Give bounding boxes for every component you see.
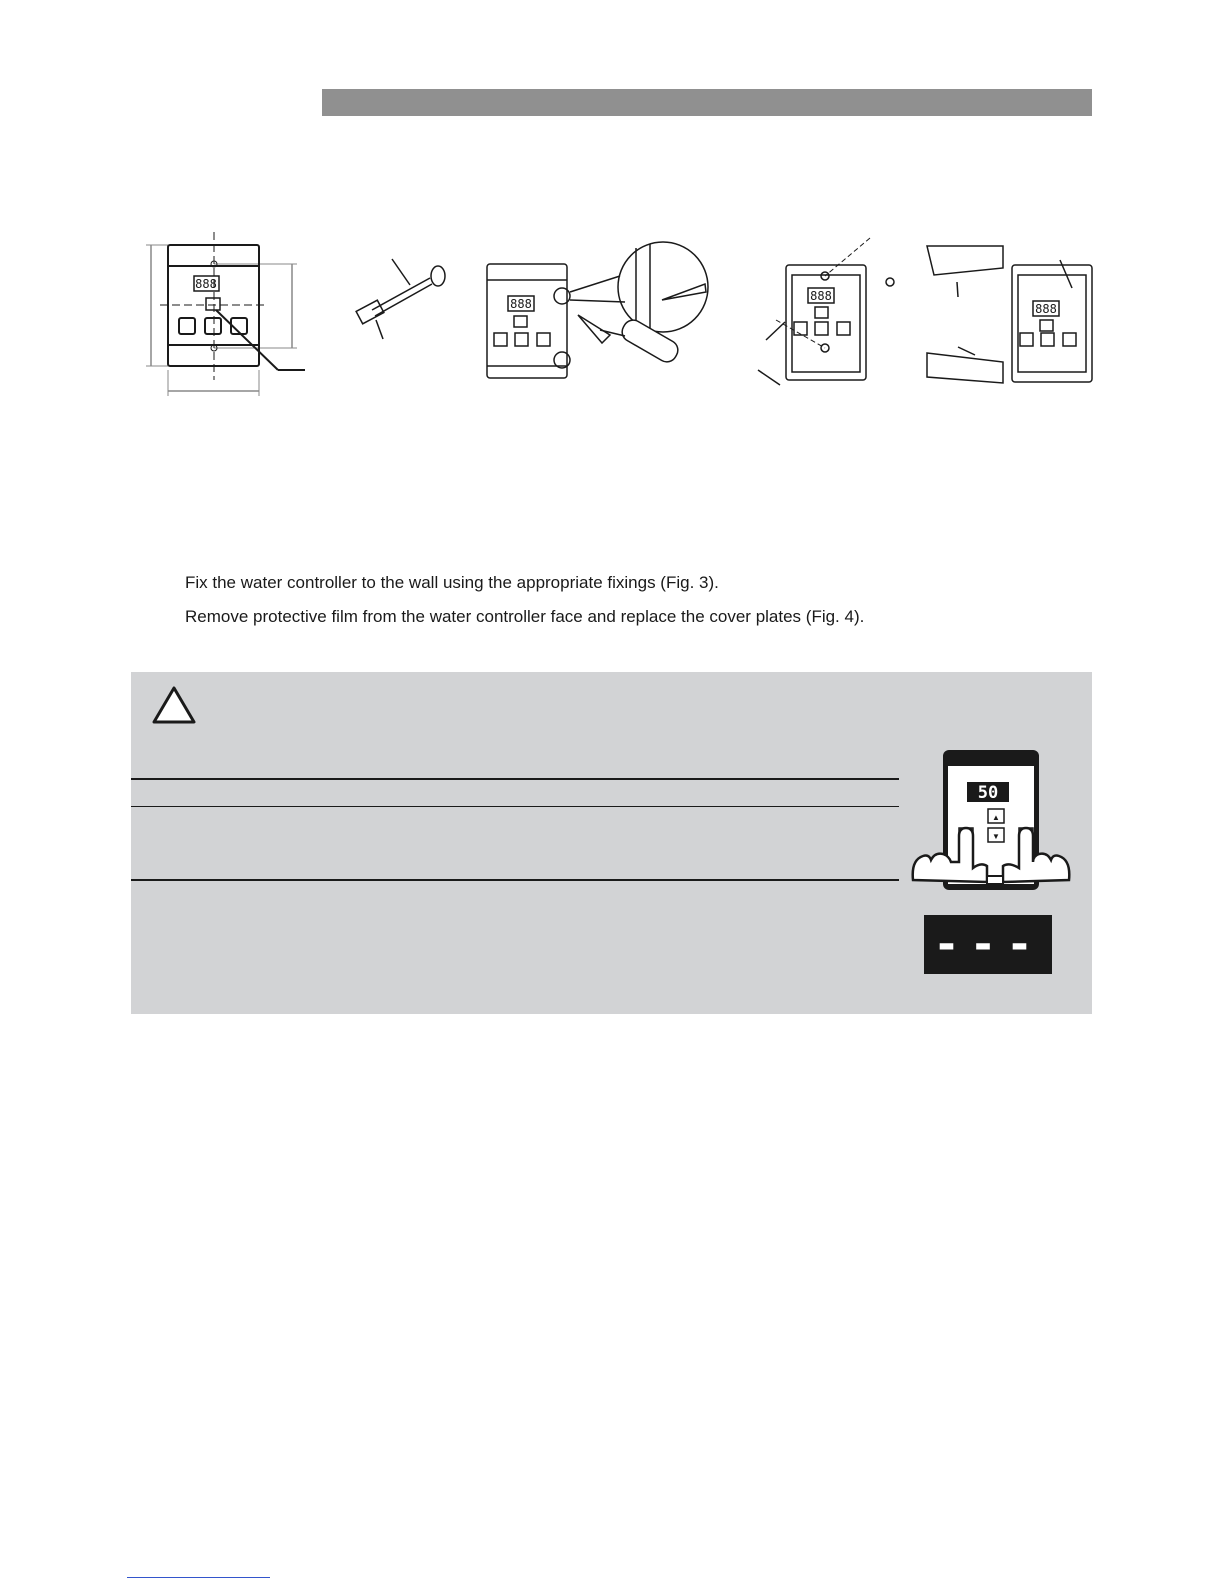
svg-text:888: 888 [810, 289, 832, 303]
instruction-fix-controller: Fix the water controller to the wall using the appropriate fixings (Fig. 3). [185, 573, 719, 592]
controller-buttons-illustration [911, 750, 1071, 900]
divider-line [131, 806, 899, 807]
svg-text:▼: ▼ [992, 832, 1000, 841]
segment-display-value: --- [933, 919, 1043, 970]
installation-figures [0, 0, 1225, 420]
svg-text:888: 888 [510, 297, 532, 311]
svg-text:▲: ▲ [992, 813, 1000, 822]
fig-1-dimension-drawing [146, 232, 305, 396]
fig-4-cover-plates [927, 246, 1092, 383]
controller-display-value: 50 [977, 783, 999, 803]
footer-line [127, 1577, 270, 1578]
fig-2-controller-opening [487, 242, 708, 378]
fig-2-cable-connector [356, 259, 445, 339]
fig-3-wall-mounting [758, 238, 894, 385]
divider-line [131, 778, 899, 780]
divider-line [131, 879, 899, 881]
warning-note-box [131, 672, 1092, 1014]
segment-display [924, 915, 1052, 974]
warning-triangle-icon [151, 685, 197, 725]
instruction-remove-film: Remove protective film from the water controller face and replace the cover plates (Fig. 4). [185, 607, 865, 626]
svg-text:888: 888 [195, 277, 217, 291]
svg-text:888: 888 [1035, 302, 1057, 316]
